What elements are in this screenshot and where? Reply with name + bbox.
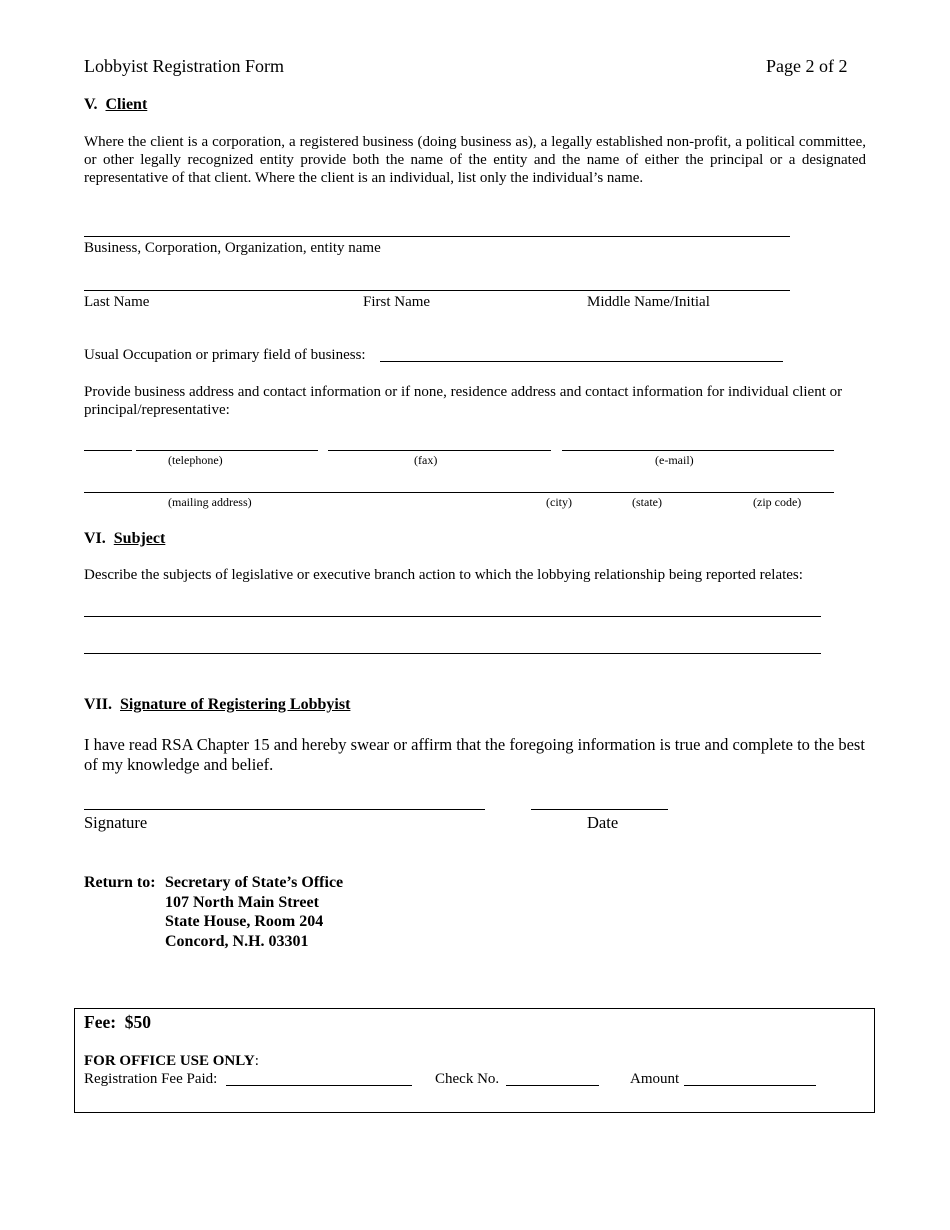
- section-vi-number: VI.: [84, 530, 106, 547]
- occupation-label: Usual Occupation or primary field of business:: [84, 347, 366, 363]
- email-label: (e-mail): [655, 453, 694, 467]
- telephone-label: (telephone): [168, 453, 223, 467]
- office-use-heading: [84, 1053, 259, 1070]
- first-name-label: First Name: [363, 294, 431, 310]
- signature-line[interactable]: [84, 809, 485, 810]
- fax-line[interactable]: [328, 450, 551, 451]
- subject-instructions: Describe the subjects of legislative or executive branch action to which the lobbying relationship being reported relates:: [84, 567, 803, 583]
- section-vii-heading: [84, 696, 350, 714]
- registration-fee-line[interactable]: [226, 1085, 412, 1086]
- date-label: Date: [587, 813, 619, 832]
- mailing-address-line[interactable]: [84, 492, 834, 493]
- name-line[interactable]: [84, 290, 790, 291]
- form-title: Lobbyist Registration Form: [84, 56, 284, 76]
- office-use-title: FOR OFFICE USE ONLY: [84, 1053, 255, 1069]
- check-number-label: Check No.: [435, 1071, 500, 1087]
- section-vii-number: VII.: [84, 696, 113, 713]
- page-number: Page 2 of 2: [766, 56, 848, 76]
- date-line[interactable]: [531, 809, 668, 810]
- subject-line-1[interactable]: [84, 616, 821, 617]
- return-address-line: Concord, N.H. 03301: [165, 932, 309, 950]
- section-v-title: Client: [105, 96, 148, 113]
- amount-label: Amount: [630, 1071, 680, 1087]
- amount-line[interactable]: [684, 1085, 816, 1086]
- signature-label: Signature: [84, 813, 148, 832]
- entity-name-line[interactable]: [84, 236, 790, 237]
- return-address-line: 107 North Main Street: [165, 893, 319, 911]
- middle-name-label: Middle Name/Initial: [587, 294, 710, 310]
- mailing-address-label: (mailing address): [168, 495, 252, 509]
- client-instructions: Where the client is a corporation, a registered business (doing business as), a legally established non-profit, a political committee, or other legally recognized entity provide both the name of the entity and the name of either the principal or a designated representative of that client. Where the client is an individual, list only the individual’s name.: [84, 134, 866, 186]
- check-number-line[interactable]: [506, 1085, 599, 1086]
- entity-name-label: Business, Corporation, Organization, entity name: [84, 240, 381, 256]
- return-to-label: Return to:: [84, 874, 156, 891]
- occupation-line[interactable]: [380, 361, 783, 362]
- section-v-heading: [84, 96, 147, 114]
- address-instructions: Provide business address and contact information or if none, residence address and contact information for individual client or principal/representative:: [84, 384, 843, 418]
- area-code-line[interactable]: [84, 450, 132, 451]
- section-vi-heading: [84, 530, 165, 548]
- email-line[interactable]: [562, 450, 834, 451]
- zip-code-label: (zip code): [753, 495, 802, 509]
- return-address: [165, 873, 343, 951]
- fee-label: Fee: $50: [84, 1012, 152, 1032]
- section-vi-title: Subject: [113, 530, 166, 547]
- affirmation-text: I have read RSA Chapter 15 and hereby swear or affirm that the foregoing information is true and complete to the best of my knowledge and belief.: [84, 735, 865, 774]
- return-address-line: State House, Room 204: [165, 913, 324, 930]
- registration-fee-label: Registration Fee Paid:: [84, 1071, 218, 1087]
- state-label: (state): [632, 495, 662, 509]
- city-label: (city): [546, 495, 572, 509]
- section-v-number: V.: [84, 96, 98, 113]
- return-address-line: Secretary of State’s Office: [165, 874, 344, 891]
- last-name-label: Last Name: [84, 294, 150, 310]
- section-vii-title: Signature of Registering Lobbyist: [120, 696, 351, 713]
- fax-label: (fax): [414, 453, 438, 467]
- office-use-colon: :: [254, 1053, 259, 1069]
- subject-line-2[interactable]: [84, 653, 821, 654]
- telephone-line[interactable]: [136, 450, 318, 451]
